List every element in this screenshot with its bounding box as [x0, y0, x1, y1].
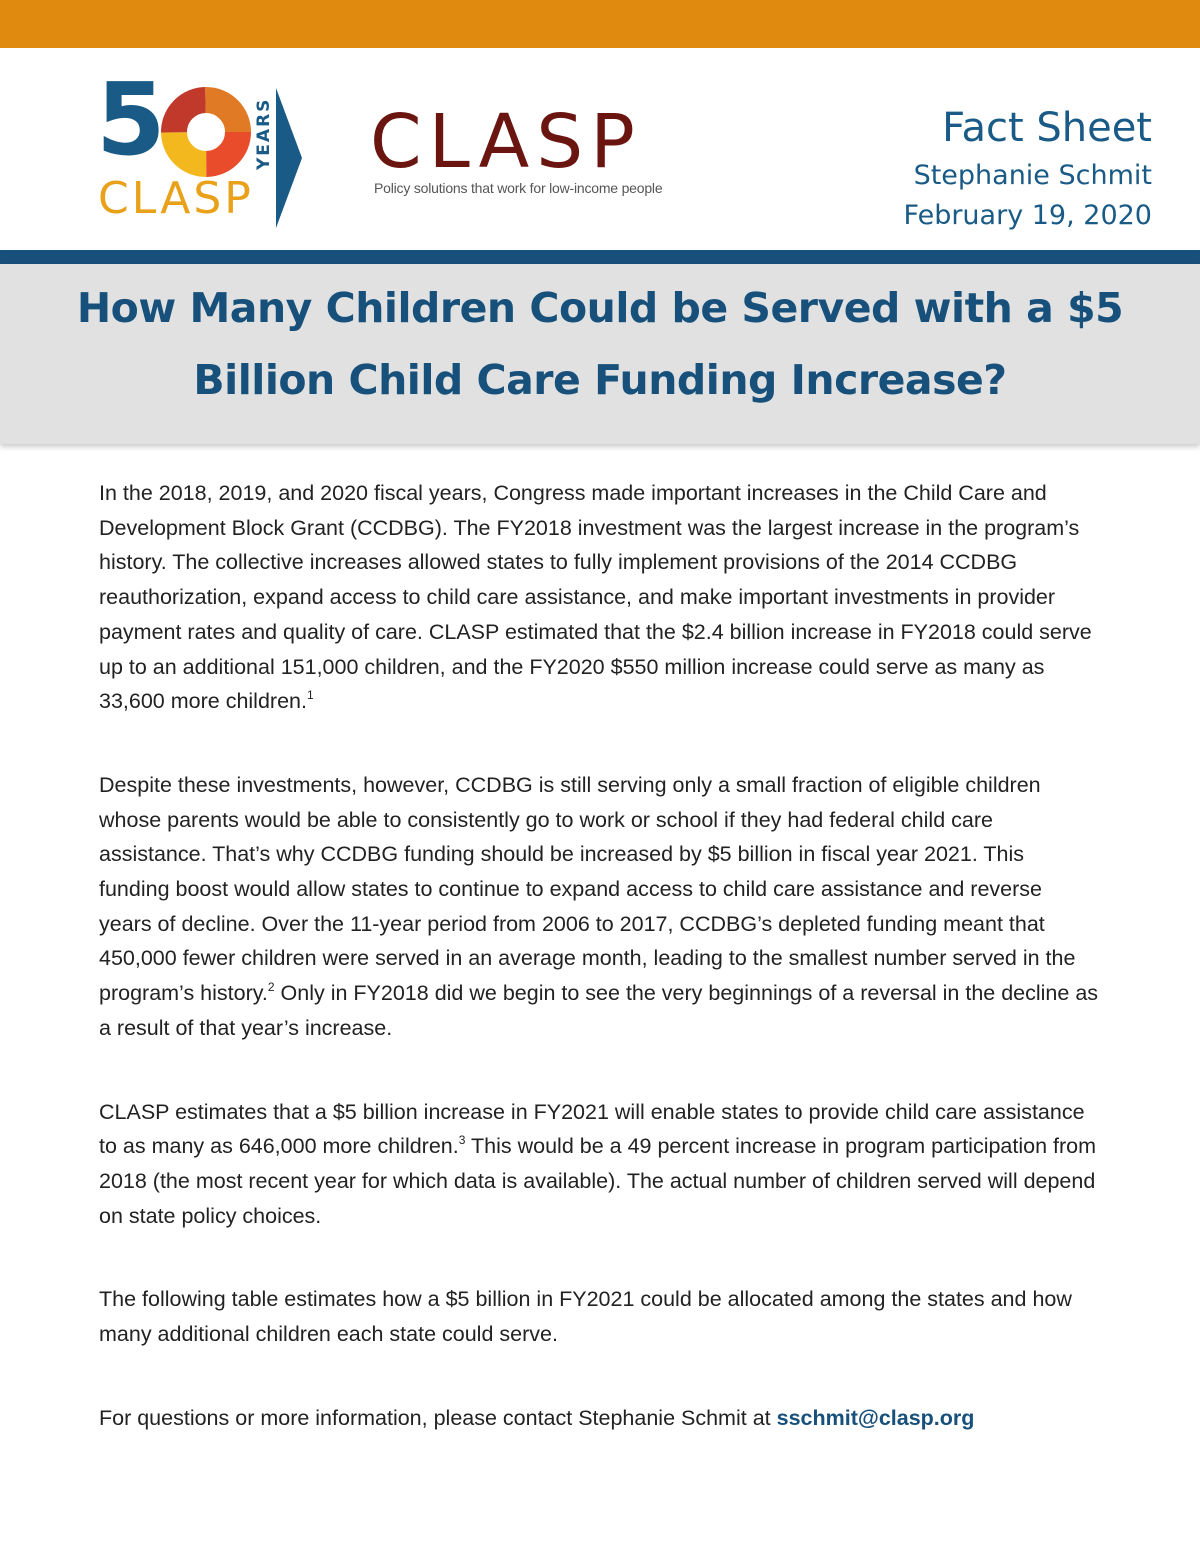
- logo-arrow-icon: [274, 88, 304, 228]
- contact-paragraph: For questions or more information, please contact Stephanie Schmit at sschmit@clasp.org: [99, 1405, 975, 1430]
- contact-email-link[interactable]: sschmit@clasp.org: [776, 1405, 975, 1430]
- logo-ring-icon: [158, 84, 254, 180]
- page-title: How Many Children Could be Served with a $5 Billion Child Care Funding Increase?: [76, 284, 1124, 404]
- footnote-ref-3: 3: [458, 1133, 466, 1148]
- document-body: [99, 476, 1099, 1484]
- footnote-ref-2: 2: [267, 980, 275, 995]
- footnote-ref-1: 1: [306, 688, 314, 703]
- clasp-tagline: Policy solutions that work for low-income people: [374, 180, 663, 196]
- document-date: February 19, 2020: [903, 200, 1152, 231]
- logo-years-text: YEARS: [254, 97, 274, 170]
- top-accent-bar: [0, 0, 1200, 48]
- document-author: Stephanie Schmit: [913, 160, 1152, 191]
- logo-fifty-5: 5: [96, 61, 160, 178]
- header: [0, 48, 1200, 250]
- paragraph-3: CLASP estimates that a $5 billion increase in FY2021 will enable states to provide child care assistance to as many as 646,000 more children.$^3$ This would be a 49 percent increase in program participation from 2018 (the most recent year for which data is available). The actual number of children served will depend on state policy choices.: [99, 1099, 1097, 1228]
- paragraph-1: In the 2018, 2019, and 2020 fiscal years, Congress made important increases in the Child Care and Development Block Grant (CCDBG). The FY2018 investment was the largest increase in the program’s history. The collective increases allowed states to fully implement provisions of the 2014 CCDBG reauthorization, expand access to child care assistance, and make important investments in provider payment rates and quality of care. CLASP estimated that the $2.4 billion increase in FY2018 could serve up to an additional 151,000 children, and the FY2020 $550 million increase could serve as many as 33,600 more children.$^1$: [99, 481, 1092, 714]
- document-meta: [904, 100, 1152, 236]
- clasp-logo: [370, 99, 663, 196]
- header-divider: [0, 250, 1200, 264]
- logo-clasp-wordmark: CLASP: [98, 173, 254, 224]
- paragraph-4: The following table estimates how a $5 billion in FY2021 could be allocated among the states and how many additional children each state could serve.: [99, 1287, 1072, 1347]
- document-type: Fact Sheet: [942, 105, 1152, 151]
- clasp-wordmark: CLASP: [370, 99, 642, 185]
- paragraph-2: Despite these investments, however, CCDBG is still serving only a small fraction of eligible children whose parents would be able to consistently go to work or school if they had federal child care assistance. That’s why CCDBG funding should be increased by $5 billion in fiscal year 2021. This funding boost would allow states to continue to expand access to child care assistance and reverse years of decline. Over the 11-year period from 2006 to 2017, CCDBG’s depleted funding meant that 450,000 fewer children were served in an average month, leading to the smallest number served in the program’s history.$^2$ Only in FY2018 did we begin to see the very beginnings of a reversal in the decline as a result of that year’s increase.: [99, 772, 1099, 1040]
- clasp-50-years-logo: [96, 61, 311, 228]
- title-band: [0, 264, 1200, 444]
